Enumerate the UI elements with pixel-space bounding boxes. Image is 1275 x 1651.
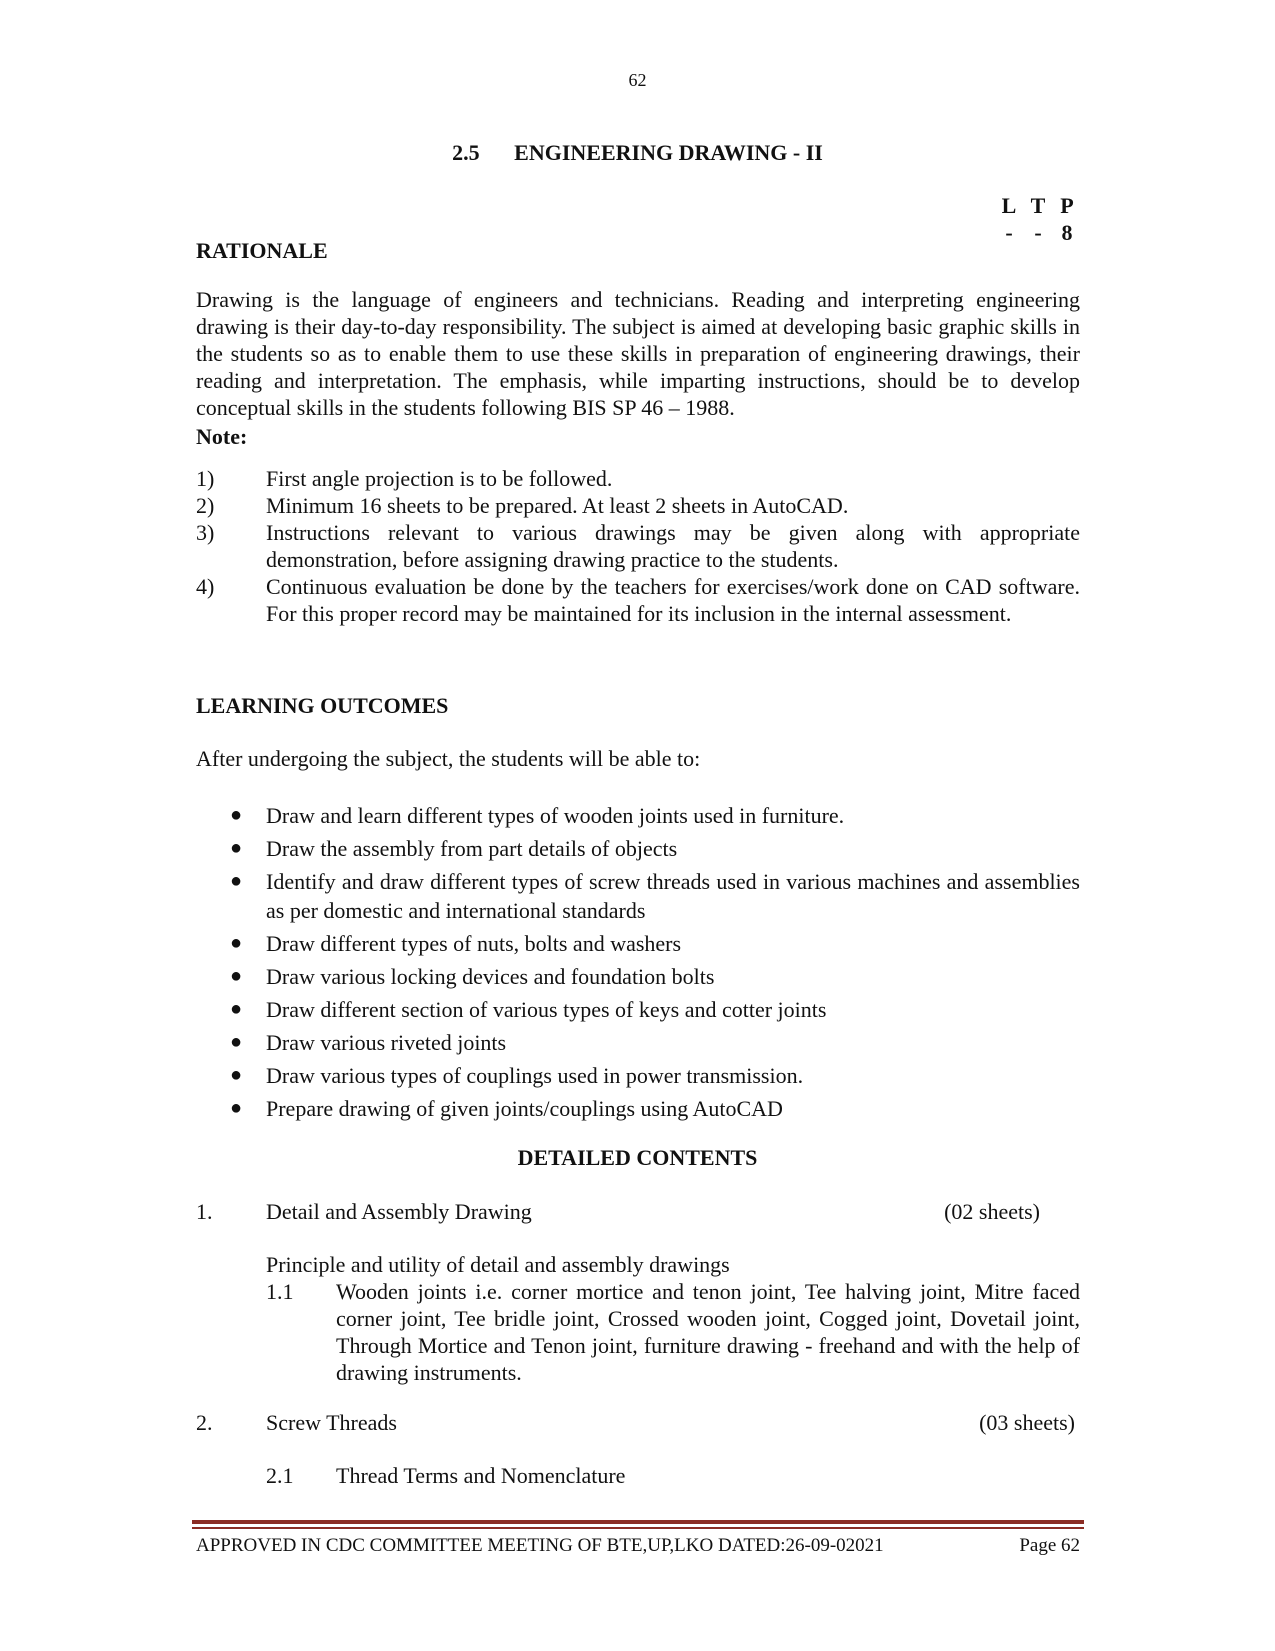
ltp-value-l: -: [1005, 220, 1013, 245]
section-header: [196, 1409, 1080, 1436]
ltp-values: [998, 219, 1078, 246]
rationale-heading: RATIONALE: [196, 238, 328, 263]
bullet-icon: ●: [230, 870, 243, 892]
learning-outcomes-list: [230, 801, 1080, 1127]
ltp-value-p: 8: [1061, 220, 1073, 245]
note-text: First angle projection is to be followed.: [266, 466, 613, 491]
subsection-number: 1.1: [266, 1279, 294, 1304]
section-title: Screw Threads: [266, 1410, 397, 1435]
ltp-header-l: L: [1001, 193, 1017, 218]
page-number-top: 62: [628, 70, 647, 90]
list-item-text: Identify and draw different types of screw threads used in various machines and assemblies as per domestic and international standards: [266, 869, 1080, 923]
bullet-icon: ●: [230, 1031, 243, 1053]
list-item: [230, 867, 1080, 925]
section-1: [196, 1198, 1080, 1225]
subsection-text: Thread Terms and Nomenclature: [336, 1463, 626, 1488]
detailed-contents-heading: DETAILED CONTENTS: [517, 1145, 758, 1170]
note-item: [196, 492, 1080, 519]
list-item-text: Draw the assembly from part details of objects: [266, 836, 678, 861]
list-item: [230, 801, 1080, 830]
bullet-icon: ●: [230, 1064, 243, 1086]
note-number: 1): [196, 466, 215, 491]
title-text: ENGINEERING DRAWING - II: [514, 140, 823, 165]
bullet-icon: ●: [230, 804, 243, 826]
bullet-icon: ●: [230, 998, 243, 1020]
section-header: [196, 1198, 1080, 1225]
subsection-item: [266, 1278, 1080, 1386]
learning-outcomes-heading: LEARNING OUTCOMES: [196, 693, 449, 718]
section-intro: Principle and utility of detail and assembly drawings: [266, 1252, 730, 1277]
list-item: [230, 1094, 1080, 1123]
bullet-icon: ●: [230, 837, 243, 859]
note-text: Continuous evaluation be done by the teachers for exercises/work done on CAD software. For this proper record may be maintained for its inclusion in the internal assessment.: [266, 574, 1080, 626]
ltp-value-t: -: [1034, 220, 1042, 245]
note-item: [196, 573, 1080, 627]
section-title: Detail and Assembly Drawing: [266, 1199, 532, 1224]
section-2: [196, 1409, 1080, 1436]
page-title: [0, 140, 1275, 166]
bullet-icon: ●: [230, 1097, 243, 1119]
section-2-body: [266, 1462, 1080, 1489]
list-item-text: Draw and learn different types of wooden joints used in furniture.: [266, 803, 845, 828]
section-sheets: (02 sheets): [944, 1199, 1040, 1224]
list-item-text: Draw different section of various types of keys and cotter joints: [266, 997, 827, 1022]
note-number: 3): [196, 520, 215, 545]
section-sheets: (03 sheets): [979, 1410, 1075, 1435]
list-item: [230, 929, 1080, 958]
list-item: [230, 1061, 1080, 1090]
footer-divider: [192, 1520, 1084, 1524]
footer-divider-thin: [192, 1527, 1084, 1529]
ltp-headers: [998, 192, 1078, 219]
note-label: Note:: [196, 424, 248, 449]
note-item: [196, 465, 1080, 492]
bullet-icon: ●: [230, 932, 243, 954]
list-item-text: Draw different types of nuts, bolts and washers: [266, 931, 682, 956]
note-item: [196, 519, 1080, 573]
section-1-body: [266, 1251, 1080, 1386]
list-item-text: Draw various types of couplings used in power transmission.: [266, 1063, 804, 1088]
list-item: [230, 1028, 1080, 1057]
list-item: [230, 995, 1080, 1024]
ltp-header-p: P: [1060, 193, 1074, 218]
section-number: 2.: [196, 1410, 213, 1435]
section-number: 1.: [196, 1199, 213, 1224]
note-text: Minimum 16 sheets to be prepared. At least 2 sheets in AutoCAD.: [266, 493, 849, 518]
list-item-text: Prepare drawing of given joints/couplings using AutoCAD: [266, 1096, 783, 1121]
footer-approval-text: APPROVED IN CDC COMMITTEE MEETING OF BTE,UP,LKO DATED:26-09-02021: [196, 1535, 884, 1556]
title-number: 2.5: [452, 140, 480, 165]
bullet-icon: ●: [230, 965, 243, 987]
note-text: Instructions relevant to various drawings may be given along with appropriate demonstration, before assigning drawing practice to the students.: [266, 520, 1080, 572]
note-number: 4): [196, 574, 215, 599]
list-item-text: Draw various locking devices and foundation bolts: [266, 964, 715, 989]
note-number: 2): [196, 493, 215, 518]
rationale-text: Drawing is the language of engineers and technicians. Reading and interpreting engineering drawing is their day-to-day responsibility. The subject is aimed at developing basic graphic skills in the students so as to enable them to use these skills in preparation of engineering drawings, their reading and interpretation. The emphasis, while imparting instructions, should be to develop conceptual skills in the students following BIS SP 46 – 1988.: [196, 287, 1080, 420]
list-item: [230, 834, 1080, 863]
page-footer: [196, 1535, 1080, 1557]
subsection-text: Wooden joints i.e. corner mortice and tenon joint, Tee halving joint, Mitre faced corner joint, Tee bridle joint, Crossed wooden joint, Cogged joint, Dovetail joint, Through Mortice and Tenon joint, furniture drawing - freehand and with the help of drawing instruments.: [336, 1279, 1080, 1385]
learning-outcomes-intro: After undergoing the subject, the students will be able to:: [196, 746, 701, 771]
footer-page-number: Page 62: [1019, 1535, 1080, 1556]
ltp-header-t: T: [1030, 193, 1046, 218]
subsection-number: 2.1: [266, 1463, 294, 1488]
list-item-text: Draw various riveted joints: [266, 1030, 507, 1055]
list-item: [230, 962, 1080, 991]
ltp-block: [998, 192, 1078, 246]
subsection-item: [266, 1462, 1080, 1489]
notes-list: [196, 465, 1080, 627]
